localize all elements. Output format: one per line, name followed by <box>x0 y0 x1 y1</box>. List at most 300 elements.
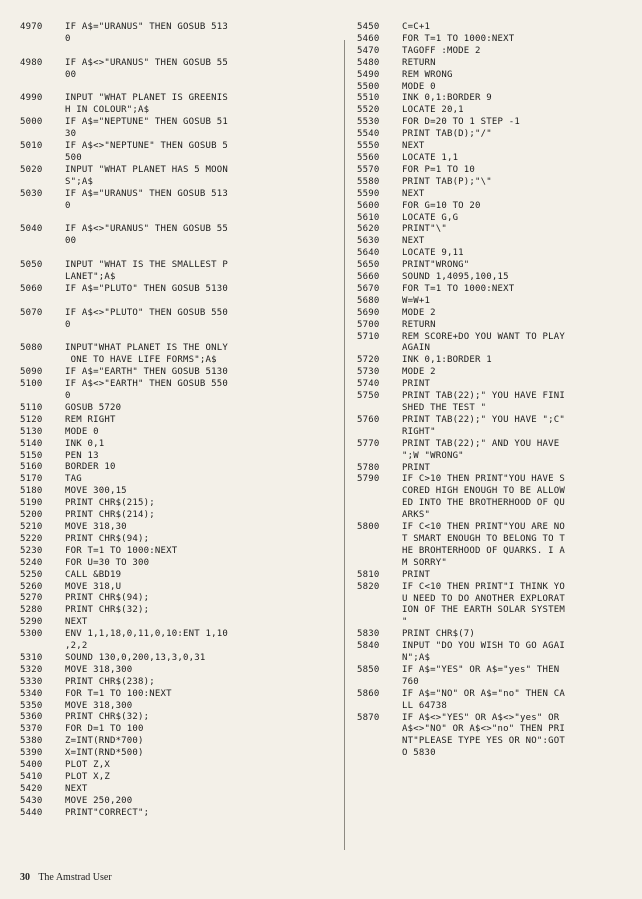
code-text: INPUT"WHAT PLANET IS THE ONLY <box>65 343 228 354</box>
code-line <box>357 415 639 427</box>
code-line-continuation <box>20 177 336 189</box>
line-number <box>357 617 402 629</box>
code-line <box>20 570 336 582</box>
line-number <box>357 510 402 522</box>
code-text: FOR D=1 TO 100 <box>65 724 144 735</box>
line-number <box>20 320 65 332</box>
line-number: 5080 <box>20 343 43 354</box>
line-number: 5370 <box>20 724 43 735</box>
code-text: MODE 0 <box>402 81 436 92</box>
code-line <box>357 379 639 391</box>
code-text: IF A$<>"PLUTO" THEN GOSUB 550 <box>65 307 228 318</box>
code-line <box>357 82 639 94</box>
line-number: 5680 <box>357 295 380 306</box>
code-text: LOCATE 9,11 <box>402 248 464 259</box>
code-text: IF A$="PLUTO" THEN GOSUB 5130 <box>65 283 228 294</box>
line-number: 5620 <box>357 224 380 235</box>
code-text: HE BROHTERHOOD OF QUARKS. I A <box>402 545 565 556</box>
code-text: SOUND 1,4095,100,15 <box>402 272 509 283</box>
code-line <box>357 165 639 177</box>
line-number <box>357 701 402 713</box>
code-text: REM RIGHT <box>65 414 116 425</box>
code-text: INPUT "DO YOU WISH TO GO AGAI <box>402 641 565 652</box>
line-number: 5820 <box>357 581 380 592</box>
code-text: 00 <box>65 69 77 80</box>
line-number: 5320 <box>20 664 43 675</box>
code-line-continuation <box>357 701 639 713</box>
code-text: IF A$<>"URANUS" THEN GOSUB 55 <box>65 57 228 68</box>
code-text: Z=INT(RND*700) <box>65 736 144 747</box>
code-text: PRINT"CORRECT"; <box>65 807 150 818</box>
code-line <box>20 93 336 105</box>
line-number: 5520 <box>357 105 380 116</box>
line-number <box>20 34 65 46</box>
line-number <box>357 403 402 415</box>
line-number: 5540 <box>357 129 380 140</box>
code-text: W=W+1 <box>402 295 431 306</box>
line-number: 5590 <box>357 188 380 199</box>
code-line <box>357 260 639 272</box>
code-text: PEN 13 <box>65 450 99 461</box>
code-line-continuation <box>20 320 336 332</box>
code-line-continuation <box>357 594 639 606</box>
line-number: 5350 <box>20 700 43 711</box>
code-line <box>20 653 336 665</box>
line-number: 5580 <box>357 176 380 187</box>
code-text: NEXT <box>402 141 425 152</box>
line-number: 5500 <box>357 81 380 92</box>
line-number: 5050 <box>20 260 43 271</box>
code-text: " <box>402 617 408 628</box>
code-text: NT"PLEASE TYPE YES OR NO":GOT <box>402 736 565 747</box>
code-line <box>357 46 639 58</box>
code-line <box>20 165 336 177</box>
code-line <box>20 462 336 474</box>
page-number: 30 <box>20 872 30 883</box>
code-text: AGAIN <box>402 343 431 354</box>
code-text: NEXT <box>402 236 425 247</box>
line-number <box>357 427 402 439</box>
code-text: PRINT TAB(P);"\" <box>402 176 492 187</box>
code-text: LOCATE 20,1 <box>402 105 464 116</box>
code-line-continuation <box>357 451 639 463</box>
code-text: 0 <box>65 319 71 330</box>
line-number <box>20 331 65 343</box>
line-number <box>20 82 65 94</box>
code-line <box>357 70 639 82</box>
line-number: 5210 <box>20 521 43 532</box>
code-text: BORDER 10 <box>65 462 116 473</box>
line-number: 5040 <box>20 224 43 235</box>
line-number: 5610 <box>357 212 380 223</box>
line-number <box>20 236 65 248</box>
code-text: MODE 2 <box>402 367 436 378</box>
line-number: 5330 <box>20 676 43 687</box>
line-number: 5110 <box>20 402 43 413</box>
code-line <box>357 522 639 534</box>
code-line-continuation <box>357 510 639 522</box>
code-line <box>20 712 336 724</box>
code-line <box>20 308 336 320</box>
code-text: MODE 0 <box>65 426 99 437</box>
line-number: 5420 <box>20 783 43 794</box>
line-number <box>357 534 402 546</box>
code-line-continuation <box>357 748 639 760</box>
line-number <box>20 105 65 117</box>
code-line <box>357 570 639 582</box>
line-number <box>20 272 65 284</box>
code-line <box>357 272 639 284</box>
code-line-continuation <box>20 82 336 94</box>
code-line-continuation <box>357 534 639 546</box>
code-line <box>20 605 336 617</box>
code-text: PLOT X,Z <box>65 772 110 782</box>
code-line <box>20 510 336 522</box>
code-text: MOVE 318,300 <box>65 664 133 675</box>
line-number: 4980 <box>20 57 43 68</box>
code-line <box>20 617 336 629</box>
code-text: ,2,2 <box>65 641 88 652</box>
code-text: LOCATE G,G <box>402 212 459 223</box>
code-text: U NEED TO DO ANOTHER EXPLORAT <box>402 593 565 604</box>
line-number: 5060 <box>20 283 43 294</box>
code-text: FOR D=20 TO 1 STEP -1 <box>402 117 520 128</box>
line-number: 4970 <box>20 22 43 32</box>
line-number: 5390 <box>20 748 43 759</box>
line-number: 5150 <box>20 450 43 461</box>
line-number <box>357 736 402 748</box>
line-number: 5230 <box>20 545 43 556</box>
code-line <box>357 201 639 213</box>
code-line <box>357 308 639 320</box>
line-number <box>20 177 65 189</box>
code-text: RETURN <box>402 319 436 330</box>
line-number: 5070 <box>20 307 43 318</box>
line-number: 5510 <box>357 93 380 104</box>
line-number: 5180 <box>20 486 43 497</box>
code-line-continuation <box>357 498 639 510</box>
line-number: 5800 <box>357 522 380 533</box>
code-line <box>357 236 639 248</box>
code-text: INPUT "WHAT PLANET HAS 5 MOON <box>65 164 228 175</box>
code-text: 00 <box>65 236 77 247</box>
code-line-continuation <box>357 724 639 736</box>
line-number <box>20 201 65 213</box>
code-line <box>20 403 336 415</box>
code-line <box>357 665 639 677</box>
code-text: PRINT <box>402 569 431 580</box>
listing-column-right <box>357 22 639 760</box>
code-text: PRINT <box>402 379 431 390</box>
line-number: 5870 <box>357 712 380 723</box>
line-number: 5250 <box>20 569 43 580</box>
code-text: IF A$<>"EARTH" THEN GOSUB 550 <box>65 379 228 390</box>
code-line <box>357 58 639 70</box>
code-line <box>357 463 639 475</box>
code-text: FOR T=1 TO 1000:NEXT <box>402 283 515 294</box>
code-line <box>20 796 336 808</box>
code-line <box>20 534 336 546</box>
code-text: ARKS" <box>402 510 431 521</box>
code-text: PRINT CHR$(215); <box>65 498 155 509</box>
line-number: 5490 <box>357 69 380 80</box>
code-text: PRINT CHR$(32); <box>65 605 150 616</box>
line-number <box>357 343 402 355</box>
code-text: 760 <box>402 676 419 687</box>
code-text: IF A$="URANUS" THEN GOSUB 513 <box>65 22 228 32</box>
line-number: 5850 <box>357 664 380 675</box>
code-line <box>20 498 336 510</box>
code-text: FOR P=1 TO 10 <box>402 164 476 175</box>
code-text: PRINT CHR$(238); <box>65 676 155 687</box>
code-text: NEXT <box>65 783 88 794</box>
code-line <box>357 93 639 105</box>
line-number: 5300 <box>20 629 43 640</box>
line-number <box>20 153 65 165</box>
line-number: 5840 <box>357 641 380 652</box>
code-line <box>357 117 639 129</box>
listing-column-left <box>20 22 336 820</box>
code-text: X=INT(RND*500) <box>65 748 144 759</box>
code-text: IF A$<>"URANUS" THEN GOSUB 55 <box>65 224 228 235</box>
line-number: 5860 <box>357 688 380 699</box>
code-text: IF A$="YES" OR A$="yes" THEN <box>402 664 560 675</box>
line-number: 5660 <box>357 272 380 283</box>
code-line <box>20 58 336 70</box>
code-line <box>357 367 639 379</box>
code-text: FOR T=1 TO 1000:NEXT <box>402 33 515 44</box>
line-number <box>20 355 65 367</box>
code-line <box>20 427 336 439</box>
line-number <box>20 641 65 653</box>
code-line <box>20 439 336 451</box>
line-number <box>357 451 402 463</box>
line-number: 5740 <box>357 379 380 390</box>
code-line <box>357 320 639 332</box>
code-text: LL 64738 <box>402 700 447 711</box>
line-number: 5130 <box>20 426 43 437</box>
code-line <box>357 224 639 236</box>
line-number: 5410 <box>20 772 43 782</box>
code-line <box>20 343 336 355</box>
code-text: PRINT"\" <box>402 224 447 235</box>
code-text: SHED THE TEST " <box>402 403 487 413</box>
code-line-continuation <box>20 272 336 284</box>
code-line-continuation <box>20 248 336 260</box>
code-text: REM SCORE+DO YOU WANT TO PLAY <box>402 331 565 342</box>
line-number: 5470 <box>357 45 380 56</box>
line-number: 5400 <box>20 760 43 771</box>
code-line <box>20 665 336 677</box>
line-number: 5640 <box>357 248 380 259</box>
line-number <box>20 46 65 58</box>
line-number: 5480 <box>357 57 380 68</box>
code-line-continuation <box>357 403 639 415</box>
code-line <box>357 141 639 153</box>
line-number: 5190 <box>20 498 43 509</box>
code-line-continuation <box>357 677 639 689</box>
code-line <box>20 593 336 605</box>
code-line-continuation <box>20 46 336 58</box>
code-line-continuation <box>357 736 639 748</box>
code-text: SOUND 130,0,200,13,3,0,31 <box>65 652 206 663</box>
magazine-name: The Amstrad User <box>38 872 112 883</box>
code-line <box>20 189 336 201</box>
line-number <box>357 724 402 736</box>
line-number: 5280 <box>20 605 43 616</box>
code-text: ION OF THE EARTH SOLAR SYSTEM <box>402 605 565 616</box>
code-line <box>20 522 336 534</box>
code-line-continuation <box>20 212 336 224</box>
code-line <box>20 474 336 486</box>
code-line-continuation <box>357 427 639 439</box>
code-line <box>357 34 639 46</box>
code-text: TAGOFF :MODE 2 <box>402 45 481 56</box>
code-text: M SORRY" <box>402 557 447 568</box>
code-text: PRINT CHR$(94); <box>65 593 150 604</box>
line-number <box>357 498 402 510</box>
code-text: MOVE 318,300 <box>65 700 133 711</box>
code-line-continuation <box>357 617 639 629</box>
line-number <box>357 546 402 558</box>
line-number <box>357 605 402 617</box>
code-line <box>20 784 336 796</box>
code-line-continuation <box>357 605 639 617</box>
code-text: MOVE 318,30 <box>65 521 127 532</box>
line-number: 5670 <box>357 283 380 294</box>
code-text: PRINT CHR$(94); <box>65 533 150 544</box>
code-text: INPUT "WHAT IS THE SMALLEST P <box>65 260 228 271</box>
code-text: IF A$="URANUS" THEN GOSUB 513 <box>65 188 228 199</box>
code-text: RETURN <box>402 57 436 68</box>
line-number: 5160 <box>20 462 43 473</box>
code-line <box>357 582 639 594</box>
code-text: 0 <box>65 33 71 44</box>
page-footer <box>20 872 112 883</box>
code-line <box>20 367 336 379</box>
code-line-continuation <box>20 129 336 141</box>
code-text: CALL &BD19 <box>65 569 122 580</box>
code-text: MOVE 250,200 <box>65 795 133 806</box>
line-number: 5440 <box>20 807 43 818</box>
code-line <box>20 558 336 570</box>
code-line-continuation <box>20 641 336 653</box>
line-number: 5000 <box>20 117 43 128</box>
code-line <box>357 296 639 308</box>
code-line-continuation <box>20 355 336 367</box>
line-number <box>357 486 402 498</box>
line-number: 5200 <box>20 510 43 521</box>
line-number: 4990 <box>20 93 43 104</box>
code-line-continuation <box>357 486 639 498</box>
code-text: IF A$="EARTH" THEN GOSUB 5130 <box>65 367 228 378</box>
code-text: INK 0,1:BORDER 9 <box>402 93 492 104</box>
code-line <box>20 689 336 701</box>
code-text: N";A$ <box>402 653 431 664</box>
line-number: 5630 <box>357 236 380 247</box>
code-line <box>20 546 336 558</box>
code-text: IF C<10 THEN PRINT"YOU ARE NO <box>402 522 565 533</box>
code-text: IF C>10 THEN PRINT"YOU HAVE S <box>402 474 565 485</box>
line-number: 5830 <box>357 629 380 640</box>
code-line-continuation <box>20 236 336 248</box>
line-number: 5810 <box>357 569 380 580</box>
line-number: 5700 <box>357 319 380 330</box>
code-line <box>20 451 336 463</box>
code-text: ENV 1,1,18,0,11,0,10:ENT 1,10 <box>65 629 228 640</box>
line-number: 5650 <box>357 260 380 271</box>
line-number: 5020 <box>20 164 43 175</box>
line-number: 5030 <box>20 188 43 199</box>
code-text: T SMART ENOUGH TO BELONG TO T <box>402 533 565 544</box>
line-number <box>20 391 65 403</box>
code-text: LANET";A$ <box>65 271 116 282</box>
line-number: 5770 <box>357 438 380 449</box>
line-number: 5450 <box>357 22 380 32</box>
line-number: 5380 <box>20 736 43 747</box>
code-line <box>20 760 336 772</box>
code-line <box>357 439 639 451</box>
line-number: 5690 <box>357 307 380 318</box>
code-text: ED INTO THE BROTHERHOOD OF QU <box>402 498 565 509</box>
line-number <box>20 70 65 82</box>
code-text: PRINT TAB(22);" YOU HAVE ";C" <box>402 414 565 425</box>
code-text: IF A$<>"YES" OR A$<>"yes" OR <box>402 712 560 723</box>
code-line <box>357 474 639 486</box>
code-line <box>357 248 639 260</box>
line-number: 5100 <box>20 379 43 390</box>
line-number: 5120 <box>20 414 43 425</box>
line-number: 5720 <box>357 355 380 366</box>
code-line <box>20 486 336 498</box>
line-number: 5340 <box>20 688 43 699</box>
code-line <box>20 415 336 427</box>
code-text: PRINT CHR$(32); <box>65 712 150 723</box>
code-line <box>20 224 336 236</box>
code-text: RIGHT" <box>402 426 436 437</box>
line-number <box>20 129 65 141</box>
line-number: 5430 <box>20 795 43 806</box>
line-number: 5750 <box>357 391 380 402</box>
code-line <box>357 332 639 344</box>
code-line <box>357 713 639 725</box>
line-number: 5290 <box>20 617 43 628</box>
code-line-continuation <box>20 391 336 403</box>
code-text: INK 0,1:BORDER 1 <box>402 355 492 366</box>
line-number: 5220 <box>20 533 43 544</box>
code-line-continuation <box>357 546 639 558</box>
code-text: 30 <box>65 129 77 140</box>
line-number: 5780 <box>357 462 380 473</box>
line-number <box>357 653 402 665</box>
code-text: IF A$="NO" OR A$="no" THEN CA <box>402 688 565 699</box>
line-number: 5760 <box>357 414 380 425</box>
line-number <box>357 558 402 570</box>
code-line <box>357 105 639 117</box>
code-line <box>20 748 336 760</box>
code-text: CORED HIGH ENOUGH TO BE ALLOW <box>402 486 565 497</box>
code-line-continuation <box>20 296 336 308</box>
code-line <box>20 772 336 784</box>
code-line <box>357 391 639 403</box>
code-text: A$<>"NO" OR A$<>"no" THEN PRI <box>402 724 565 735</box>
line-number: 5240 <box>20 557 43 568</box>
code-line-continuation <box>20 153 336 165</box>
line-number: 5260 <box>20 581 43 592</box>
code-text: 0 <box>65 200 71 211</box>
line-number: 5090 <box>20 367 43 378</box>
code-line-continuation <box>20 331 336 343</box>
